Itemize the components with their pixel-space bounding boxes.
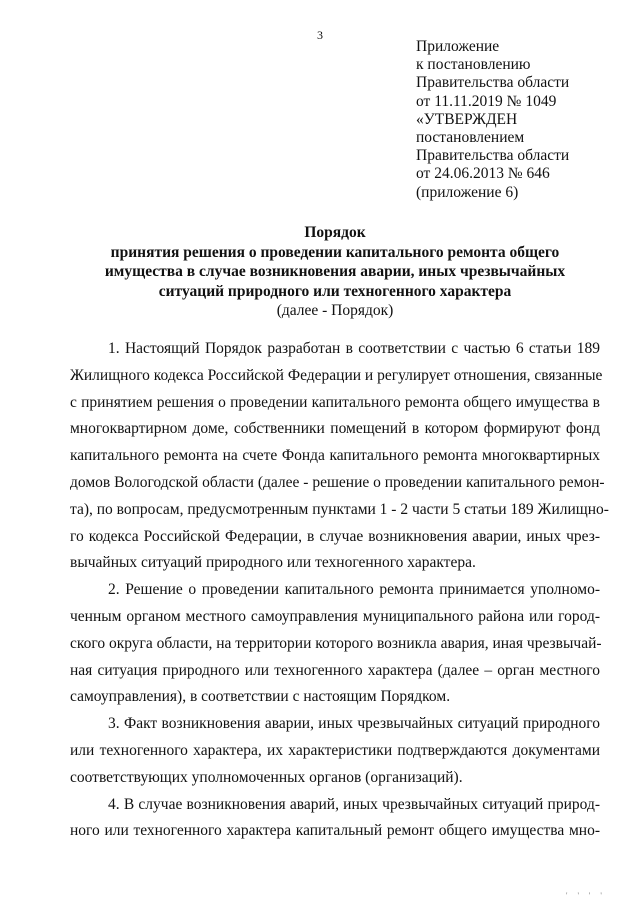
text-line: самоуправления), в соответствии с настоящим Порядком. xyxy=(70,688,451,706)
appendix-line: к постановлению xyxy=(416,56,531,74)
appendix-line: от 11.11.2019 № 1049 xyxy=(416,92,557,110)
paragraph-1 xyxy=(70,336,609,577)
text-line: соответствующих уполномоченных органов (организаций). xyxy=(70,768,463,786)
text-line: ченным органом местного самоуправления муниципального района или город- xyxy=(70,607,600,625)
document-title xyxy=(70,223,600,321)
paragraph-4 xyxy=(70,792,600,846)
text-line: вычайных ситуаций природного или техногенного характера. xyxy=(70,554,476,572)
title-line: принятия решения о проведении капитального ремонта общего xyxy=(110,243,560,261)
title-note: (далее - Порядок) xyxy=(276,302,394,319)
appendix-line: «УТВЕРЖДЕН xyxy=(416,110,518,128)
appendix-block xyxy=(416,38,631,202)
text-line: или техногенного характера, их характеристики подтверждаются документами xyxy=(70,741,600,759)
appendix-line: Правительства области xyxy=(416,74,570,92)
text-line: капитального ремонта на счете Фонда капитального ремонта многоквартирных xyxy=(70,447,600,465)
document-body xyxy=(70,336,609,845)
text-line: с принятием решения о проведении капитального ремонта общего имущества в xyxy=(70,393,600,411)
text-line: 4. В случае возникновения аварий, иных чрезвычайных ситуаций природ- xyxy=(108,795,600,813)
text-line: ского округа области, на территории которого возникла авария, иная чрезвычай- xyxy=(70,634,602,652)
paragraph-3 xyxy=(70,711,600,791)
appendix-line: Правительства области xyxy=(416,147,570,165)
appendix-line: (приложение 6) xyxy=(416,183,519,201)
title-line: ситуаций природного или техногенного характера xyxy=(158,282,512,300)
text-line: ная ситуация природного или техногенного характера (далее – орган местного xyxy=(70,661,600,679)
text-line: 3. Факт возникновения аварии, иных чрезвычайных ситуаций природного xyxy=(108,715,600,733)
paragraph-2 xyxy=(70,577,600,711)
scan-artifact-marks: ' ' ' ' xyxy=(566,891,606,900)
text-line: ного или техногенного характера капитальный ремонт общего имущества мно- xyxy=(70,822,600,840)
text-line: 2. Решение о проведении капитального ремонта принимается уполномо- xyxy=(108,581,600,599)
text-line: Жилищного кодекса Российской Федерации и регулирует отношения, связанные xyxy=(70,366,603,384)
text-line: домов Вологодской области (далее - решение о проведении капитального ремон- xyxy=(70,473,605,491)
text-line: го кодекса Российской Федерации, в случае возникновения аварии, иных чрез- xyxy=(70,527,600,545)
text-line: многоквартирном доме, собственники помещений в котором формируют фонд xyxy=(70,420,600,438)
text-line: 1. Настоящий Порядок разработан в соответствии с частью 6 статьи 189 xyxy=(108,340,600,357)
appendix-line: Приложение xyxy=(416,38,500,55)
appendix-line: постановлением xyxy=(416,129,525,147)
appendix-line: от 24.06.2013 № 646 xyxy=(416,165,550,183)
page-number: 3 xyxy=(317,28,323,42)
title-line: имущества в случае возникновения аварии, иных чрезвычайных xyxy=(104,263,566,280)
title-heading: Порядок xyxy=(304,224,366,241)
text-line: та), по вопросам, предусмотренным пунктами 1 - 2 части 5 статьи 189 Жилищно- xyxy=(70,500,609,518)
